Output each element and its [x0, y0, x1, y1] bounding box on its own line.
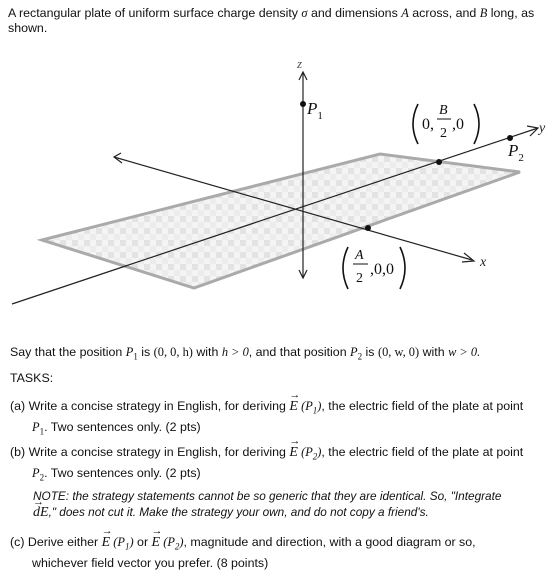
plate-diagram [0, 46, 552, 308]
y-axis-label: y [539, 121, 546, 136]
x-axis-label: x [480, 255, 487, 270]
positions-statement: Say that the position $P_1$ is (0, 0, h) with h > 0, and that position $P_2$ is (0, w, 0) with w > 0. [10, 345, 481, 362]
coord-label-a-half [343, 247, 405, 289]
e-vector-symbol: → E [102, 534, 111, 551]
task-a: (a) Write a concise strategy in English, for deriving → E $(P_1)$, the electric field of the plate at point $P_1$. Two sentences only. (2 pts) [10, 398, 546, 441]
svg-text:,0: ,0 [452, 116, 464, 133]
svg-text:2: 2 [440, 126, 447, 141]
point-b-half [436, 159, 442, 165]
charged-plate [42, 154, 520, 288]
y-axis-line [12, 128, 538, 304]
point-p1 [300, 101, 306, 107]
coord-label-b-half [413, 103, 479, 144]
p1-label: $P_1$ [307, 99, 323, 122]
svg-text:0,: 0, [422, 116, 434, 133]
svg-text:B: B [439, 103, 448, 118]
task-c: (c) Derive either → E $(P_1)$ or → E $(P_2)$, magnitude and direction, with a good diagram or so, whichever field vector you prefer. (8 points) [10, 534, 546, 572]
point-a-half [365, 225, 371, 231]
svg-text:2: 2 [356, 271, 363, 286]
e-vector-symbol: → E [289, 444, 298, 461]
tasks-heading: TASKS: [10, 371, 54, 385]
task-b: (b) Write a concise strategy in English, for deriving → E $(P_2)$, the electric field of the plate at point $P_2$. Two sentences only. (2 pts) [10, 444, 546, 487]
e-vector-symbol: → E [152, 534, 161, 551]
z-axis-label: z [297, 56, 303, 71]
note-text: NOTE: the strategy statements cannot be so generic that they are identical. So, "Integrate → dE," does not cut it. Make the strategy your own, and do not copy a friend's. [33, 488, 538, 521]
p2-label: $P_2$ [508, 141, 524, 164]
e-vector-symbol: → E [289, 398, 298, 415]
de-vector-symbol: → dE [33, 505, 49, 521]
svg-text:A: A [355, 248, 364, 263]
problem-intro: A rectangular plate of uniform surface charge density σ and dimensions A across, and B long, as shown. [8, 6, 535, 35]
svg-text:,0,0: ,0,0 [370, 261, 394, 278]
